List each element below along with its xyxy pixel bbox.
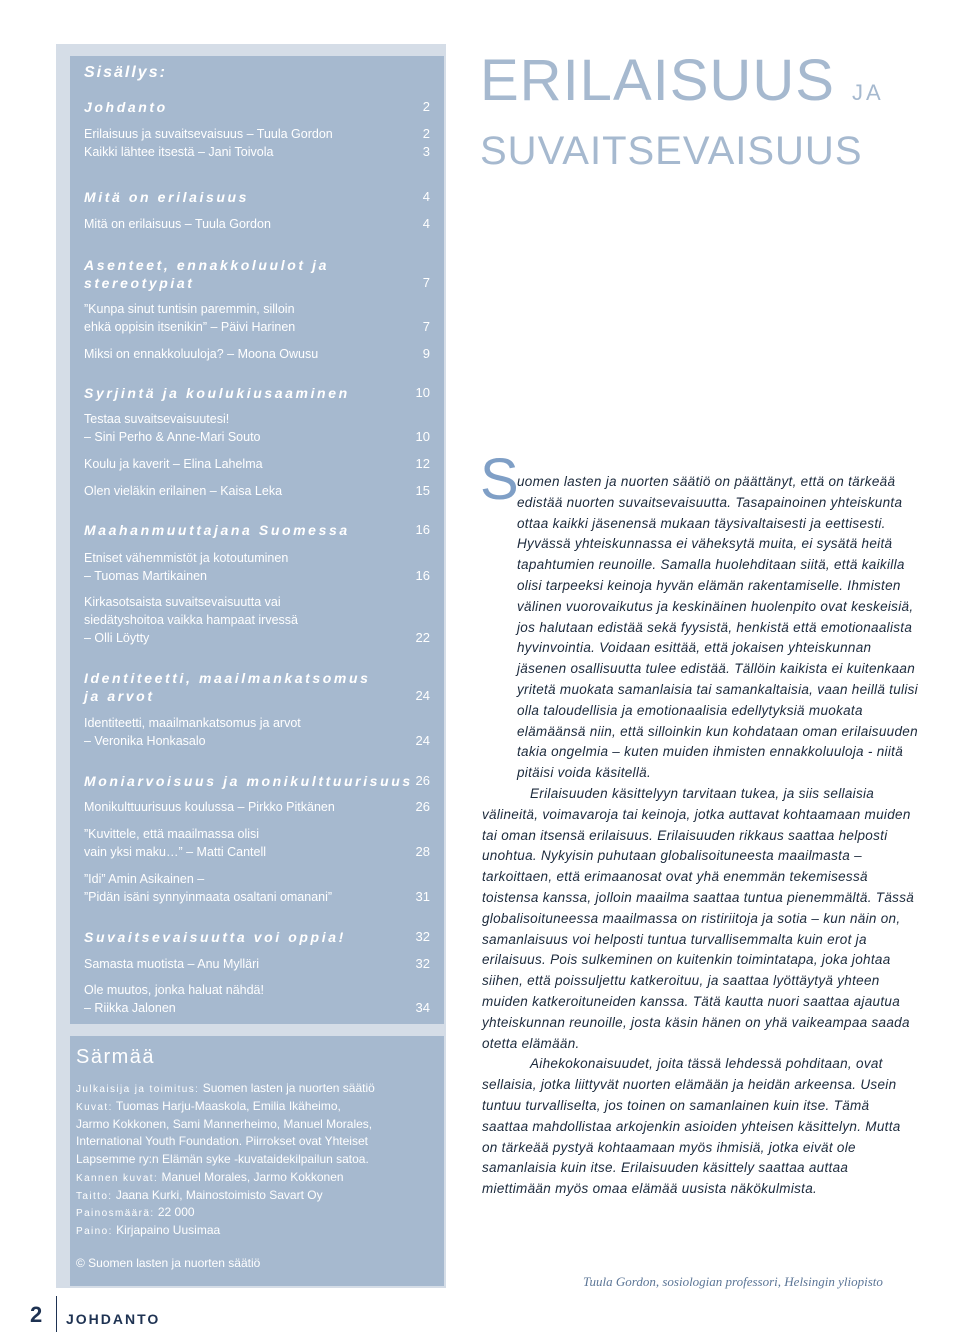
toc-section-page: 26 bbox=[415, 773, 430, 788]
toc-section-page: 2 bbox=[422, 99, 430, 114]
imprint-label: Kannen kuvat: bbox=[76, 1173, 159, 1184]
toc-entry-page: 4 bbox=[422, 216, 430, 231]
copyright-notice: © Suomen lasten ja nuorten säätiö bbox=[76, 1256, 261, 1270]
toc-entry[interactable]: Samasta muotista – Anu Mylläri bbox=[84, 957, 260, 971]
imprint-photos-cont: Jarmo Kokkonen, Sami Mannerheimo, Manuel Morales, bbox=[76, 1117, 373, 1131]
toc-entry-cont[interactable]: – Riikka Jalonen bbox=[84, 1001, 176, 1015]
imprint-photos-cont: Lapsemme ry:n Elämän syke -kuvataidekilpailun satoa. bbox=[76, 1152, 369, 1166]
imprint-label: Painosmäärä: bbox=[76, 1208, 155, 1219]
page-number: 2 bbox=[30, 1302, 43, 1327]
imprint-value: Manuel Morales, Jarmo Kokkonen bbox=[161, 1170, 344, 1184]
toc-entry[interactable]: Ole muutos, jonka haluat nähdä! bbox=[84, 983, 264, 997]
toc-entry-page: 26 bbox=[415, 799, 430, 814]
toc-section-title-cont[interactable]: ja arvot bbox=[84, 688, 155, 704]
toc-entry[interactable]: ”Kunpa sinut tuntisin paremmin, silloin bbox=[84, 302, 295, 316]
imprint-value: 22 000 bbox=[157, 1205, 195, 1219]
page-title bbox=[480, 50, 884, 124]
toc-entry[interactable]: Miksi on ennakkoluuloja? – Moona Owusu bbox=[84, 347, 319, 361]
toc-entry[interactable]: Olen vieläkin erilainen – Kaisa Leka bbox=[84, 484, 283, 498]
toc-section-title[interactable]: Syrjintä ja koulukiusaaminen bbox=[84, 385, 350, 401]
toc-entry[interactable]: Erilaisuus ja suvaitsevaisuus – Tuula Gordon bbox=[84, 127, 333, 141]
toc-entry-cont[interactable]: – Veronika Honkasalo bbox=[84, 734, 206, 748]
imprint-label: Paino: bbox=[76, 1226, 113, 1237]
imprint-value: Suomen lasten ja nuorten säätiö bbox=[202, 1081, 375, 1095]
page-title-line2: SUVAITSEVAISUUS bbox=[480, 129, 863, 173]
toc-entry-page: 28 bbox=[415, 844, 430, 859]
toc-section-page: 7 bbox=[422, 275, 430, 290]
toc-entry-page: 31 bbox=[415, 889, 430, 904]
toc-entry-page: 16 bbox=[415, 568, 430, 583]
imprint-print-run bbox=[76, 1204, 195, 1222]
imprint-photos-cont: International Youth Foundation. Piirrokset ovat Yhteiset bbox=[76, 1134, 368, 1148]
toc-entry[interactable]: ”Idi” Amin Asikainen – bbox=[84, 872, 205, 886]
toc-entry-cont[interactable]: siedätyshoitoa vaikka hampaat irvessä bbox=[84, 613, 299, 627]
page-title-word: ERILAISUUS bbox=[480, 48, 835, 113]
article-body bbox=[482, 472, 918, 1200]
toc-section-title[interactable]: Identiteetti, maailmankatsomus bbox=[84, 670, 371, 686]
article-paragraph: Aihekokonaisuudet, joita tässä lehdessä pohditaan, ovat sellaisia, jotka liittyvät nuorten elämään ja heidän arkeensa. Usein tuntuu turvalliselta, jos toinen on samanlainen kuin itse. Tämä saattaa mahdollistaa arkojenkin asioiden yhteisen käsittelyn. Mutta on tärkeää pystyä kohtaamaan myös ihmisiä, jotka eivät ole samanlaisia kuin itse. Erilaisuuden käsittely saattaa auttaa miettimään myös omaa elämää uusista näkökulmista. bbox=[482, 1056, 901, 1197]
toc-entry-cont[interactable]: vain yksi maku…” – Matti Cantell bbox=[84, 845, 267, 859]
toc-section-page: 32 bbox=[415, 929, 430, 944]
toc-entry-page: 22 bbox=[415, 630, 430, 645]
toc-entry[interactable]: Etniset vähemmistöt ja kotoutuminen bbox=[84, 551, 289, 565]
toc-section-title[interactable]: Suvaitsevaisuutta voi oppia! bbox=[84, 929, 346, 945]
toc-section-page: 16 bbox=[415, 522, 430, 537]
toc-section-title[interactable]: Mitä on erilaisuus bbox=[84, 189, 250, 205]
toc-section-page: 10 bbox=[415, 385, 430, 400]
toc-section-title[interactable]: Johdanto bbox=[84, 99, 168, 115]
toc-entry[interactable]: Koulu ja kaverit – Elina Lahelma bbox=[84, 457, 263, 471]
article-paragraph: uomen lasten ja nuorten säätiö on päättänyt, että on tärkeää edistää nuorten suvaitsevaisuutta. Tasapainoinen yhteiskunta ottaa kaikki jäsenensä mukaan täysivaltaisesti ja eettisesti. Hyvässä yhteiskunnassa ei väheksytä muita, ei sysätä heitä tapahtumien reunoille. Samalla huolehditaan siitä, että kaikilla olisi tarpeeksi keinoja hyvän elämän rakentamiselle. Ihmisten välinen vuorovaikutus ja keskinäinen huolenpito ovat keskeisiä, jos halutaan edistää sekä fyysistä, henkistä että emotionaalista hyvinvointia. Voidaan esittää, että jokaisen yhteiskunnan jäsenen osallisuutta tulee edistää. Tällöin kaikista ei kuitenkaan yritetä muokata samanlaisia tai samankaltaisia, vaan heillä tulisi olla taloudellisia ja emotionaalisia edellytyksiä muokata elämäänsä niin, että silloinkin kun kohdataan oman erilaisuuden takia ongelmia – kuten muiden ihmisten ennakkoluuloja - niitä pitäisi voida käsitellä. bbox=[517, 474, 918, 781]
toc-entry-cont[interactable]: – Sini Perho & Anne-Mari Souto bbox=[84, 430, 261, 444]
imprint-label: Kuvat: bbox=[76, 1102, 113, 1113]
imprint-printer bbox=[76, 1222, 220, 1240]
drop-cap: S bbox=[480, 447, 519, 512]
toc-entry-page: 7 bbox=[422, 319, 430, 334]
article-paragraph: Erilaisuuden käsittelyyn tarvitaan tukea, ja siis sellaisia välineitä, voimavaroja tai keinoja, jotka auttavat kohtaamaan muiden tai oman itsensä erilaisuus. Erilaisuuden rikkaus saattaa helposti unohtua. Nykyisin puhutaan globalisoituneesta maailmasta – tarkoittaen, että erimaanosat ovat yhä enemmän tekemisessä toistensa kanssa, jolloin maailma saattaa tuntua pienemmältä. Tässä globalisoituneessa maailmassa on ristiriitoja ja sotia – kun näin on, samanlaisuus voi helposti tuntua turvallisemmalta kuin erot ja erilaisuus. Pois sulkeminen on kuitenkin toimintatapa, joka johtaa siihen, että poissuljettu katkeroituu, ja saattaa lyöttäytyä yhteen muiden katkeroituneiden kanssa. Tätä kautta nuori saattaa ajautua yhteiskunnan reunoille, josta käsin hänen on yhä vaikeampaa saada otetta elämään. bbox=[482, 785, 915, 1051]
imprint-cover bbox=[76, 1169, 344, 1187]
toc-entry[interactable]: ”Kuvittele, että maailmassa olisi bbox=[84, 827, 260, 841]
toc-entry-page: 34 bbox=[415, 1000, 430, 1015]
imprint-value: Kirjapaino Uusimaa bbox=[116, 1223, 221, 1237]
imprint-value: Jaana Kurki, Mainostoimisto Savart Oy bbox=[115, 1188, 323, 1202]
imprint-publisher bbox=[76, 1080, 375, 1098]
toc-entry[interactable]: Mitä on erilaisuus – Tuula Gordon bbox=[84, 217, 271, 231]
imprint-layout bbox=[76, 1187, 323, 1205]
imprint-photos bbox=[76, 1098, 341, 1116]
magazine-title: Särmää bbox=[76, 1046, 156, 1068]
toc-entry-cont[interactable]: – Tuomas Martikainen bbox=[84, 569, 207, 583]
imprint-label: Taitto: bbox=[76, 1191, 113, 1202]
toc-entry[interactable]: Monikulttuurisuus koulussa – Pirkko Pitkänen bbox=[84, 800, 335, 814]
toc-entry-page: 10 bbox=[415, 429, 430, 444]
toc-entry-page: 12 bbox=[415, 456, 430, 471]
footer-section-label: JOHDANTO bbox=[66, 1311, 161, 1327]
toc-entry-cont[interactable]: ”Pidän isäni synnyinmaata osaltani omanani” bbox=[84, 890, 333, 904]
toc-section-page: 24 bbox=[415, 688, 430, 703]
toc-entry-page: 24 bbox=[415, 733, 430, 748]
toc-section-page: 4 bbox=[422, 189, 430, 204]
toc-section-title[interactable]: Asenteet, ennakkoluulot ja bbox=[84, 257, 329, 273]
toc-section-title[interactable]: Moniarvoisuus ja monikulttuurisuus bbox=[84, 773, 413, 789]
toc-section-title-cont[interactable]: stereotypiat bbox=[84, 275, 195, 291]
page-title-word: JA bbox=[852, 80, 884, 105]
toc-entry-page: 15 bbox=[415, 483, 430, 498]
toc-title: Sisällys: bbox=[84, 64, 167, 81]
toc-entry-cont[interactable]: – Olli Löytty bbox=[84, 631, 150, 645]
toc-entry-page: 9 bbox=[422, 346, 430, 361]
toc-entry[interactable]: Kirkasotsaista suvaitsevaisuutta vai bbox=[84, 595, 281, 609]
article-byline: Tuula Gordon, sosiologian professori, Helsingin yliopisto bbox=[583, 1274, 883, 1289]
toc-entry-cont[interactable]: ehkä oppisin itsenikin” – Päivi Harinen bbox=[84, 320, 296, 334]
imprint-value: Tuomas Harju-Maaskola, Emilia Ikäheimo, bbox=[115, 1099, 341, 1113]
footer-divider bbox=[56, 1296, 57, 1332]
toc-section-title[interactable]: Maahanmuuttajana Suomessa bbox=[84, 522, 350, 538]
toc-entry[interactable]: Testaa suvaitsevaisuutesi! bbox=[84, 412, 230, 426]
imprint-label: Julkaisija ja toimitus: bbox=[76, 1084, 200, 1095]
toc-entry-page: 3 bbox=[422, 144, 430, 159]
toc-entry-page: 2 bbox=[422, 126, 430, 141]
toc-entry[interactable]: Kaikki lähtee itsestä – Jani Toivola bbox=[84, 145, 274, 159]
toc-entry-page: 32 bbox=[415, 956, 430, 971]
toc-entry[interactable]: Identiteetti, maailmankatsomus ja arvot bbox=[84, 716, 301, 730]
